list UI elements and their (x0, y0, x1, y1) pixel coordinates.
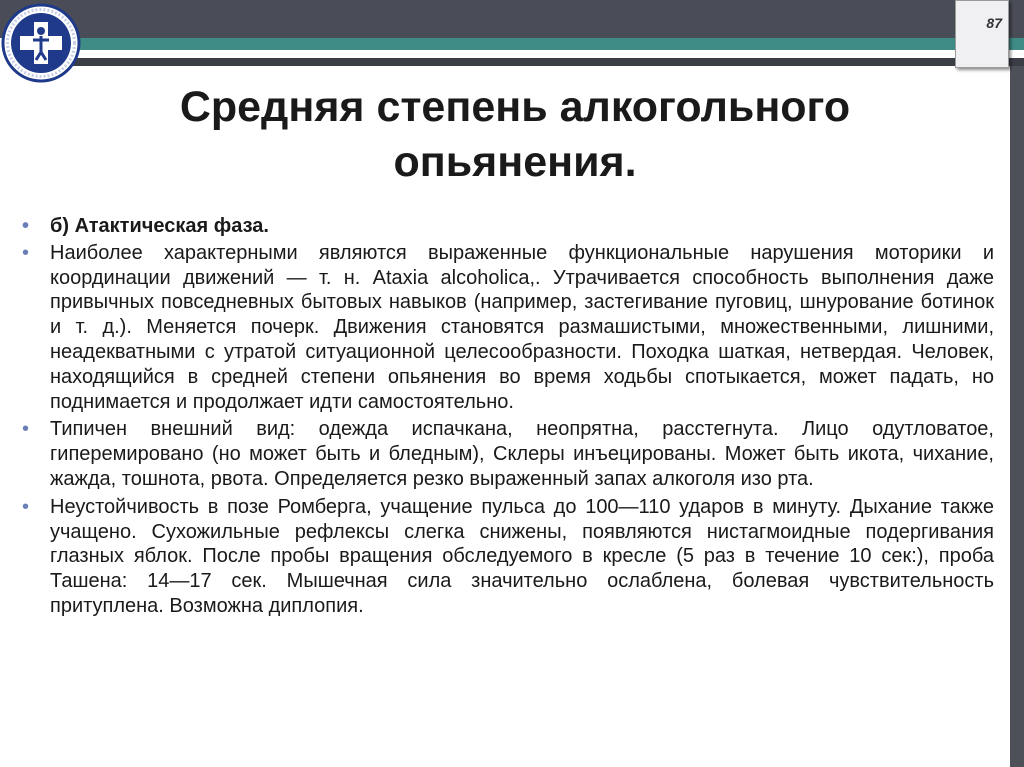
header-stripe-dark (60, 58, 1024, 66)
header-band (0, 0, 1024, 38)
bullet-dot-icon: • (22, 241, 30, 264)
header-stripe-teal (60, 38, 1024, 50)
slide-title: Средняя степень алкогольного опьянения. (179, 83, 851, 187)
bullet-item (22, 214, 994, 239)
bullet-item (22, 495, 994, 619)
page-number-box (955, 0, 1009, 68)
bullet-dot-icon: • (22, 215, 30, 237)
bullet-text: б) Атактическая фаза. (50, 215, 269, 237)
bullet-list (22, 214, 994, 622)
bullet-item (22, 417, 994, 491)
page-number: 87 (986, 15, 1002, 31)
bullet-text: Наиболее характерными являются выраженные функциональные нарушения моторики и координации движений — т. н. Ataxia alcoholica,. Утрачивается способность выполнения даже привычных повседневных бытовых навыков (например, застегивание пуговиц, шнурование ботинок и т. д.). Меняется почерк. Движения становятся размашистыми, множественными, лишними, неадекватными с утратой ситуационной целесообразности. Походка шаткая, нетвердая. Человек, находящийся в средней степени опьянения во время ходьбы спотыкается, может падать, но поднимается и продолжает идти самостоятельно. (50, 241, 994, 413)
bullet-text: Типичен внешний вид: одежда испачкана, неопрятна, расстегнута. Лицо одутловатое, гиперемировано (но может быть и бледным), Склеры инъецированы. Может быть икота, чихание, жажда, тошнота, рвота. Определяется резко выраженный запах алкоголя изо рта. (50, 418, 994, 490)
bullet-dot-icon: • (22, 495, 30, 518)
right-edge-bar (1010, 66, 1024, 767)
header-stripe-white (60, 50, 1024, 58)
bullet-text: Неустойчивость в позе Ромберга, учащение пульса до 100—110 ударов в минуту. Дыхание также учащено. Сухожильные рефлексы слегка снижены, появляются нистагмоидные подергивания глазных яблок. После пробы вращения обследуемого в кресле (5 раз в течение 10 сек:), проба Ташена: 14—17 сек. Мышечная сила значительно ослаблена, болевая чувствительность притуплена. Возможна диплопия. (50, 495, 994, 617)
bullet-dot-icon: • (22, 418, 30, 441)
medical-emblem-icon (0, 0, 82, 86)
bullet-item (22, 241, 994, 415)
